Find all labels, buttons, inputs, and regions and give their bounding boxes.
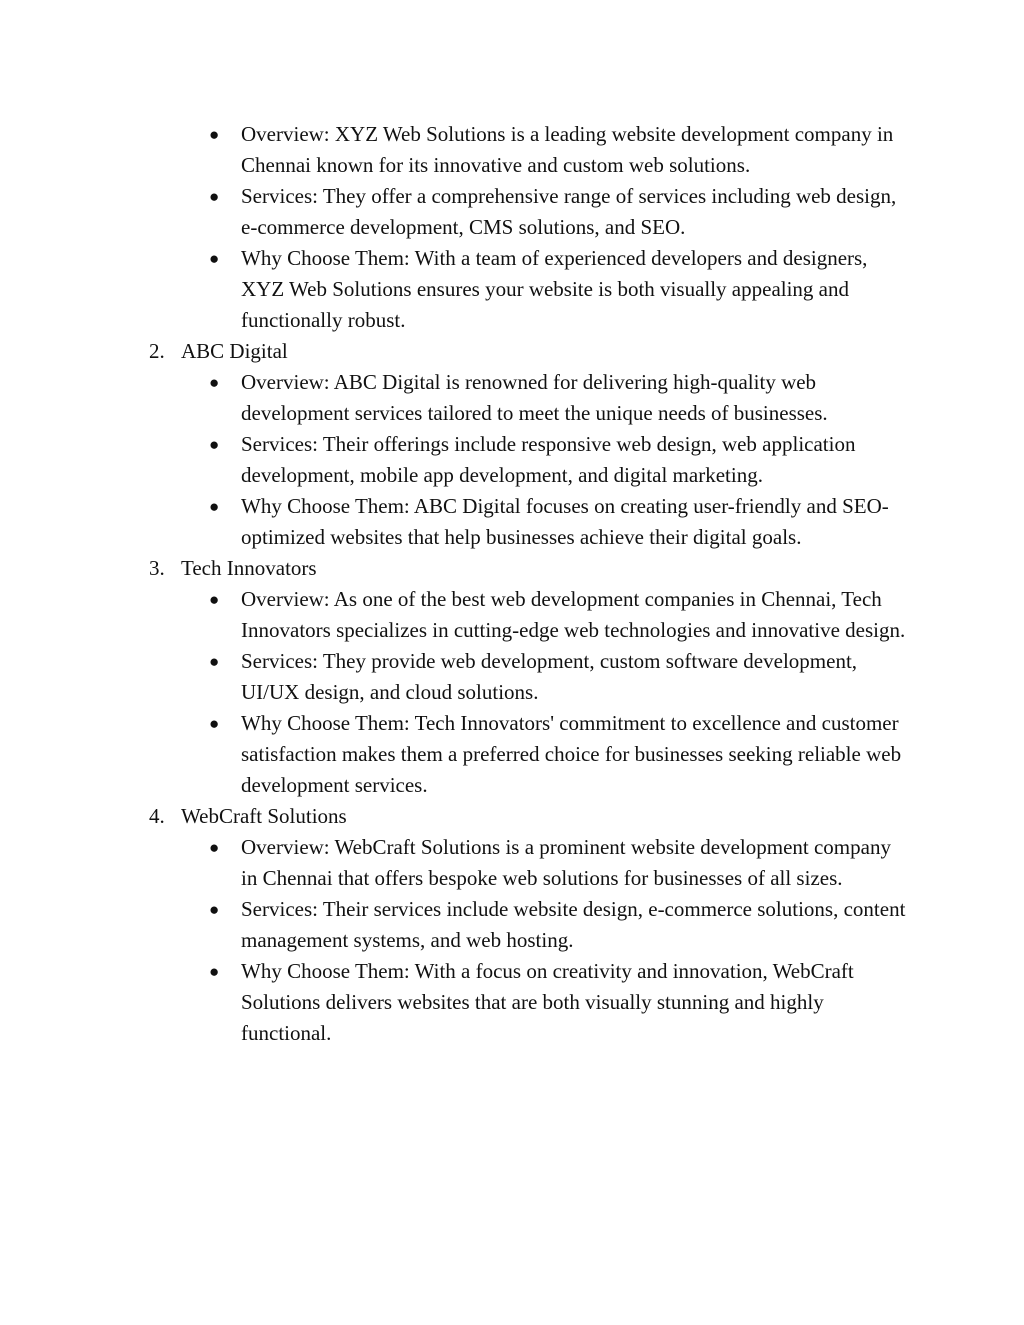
- list-number: 4.: [149, 804, 165, 828]
- bullet-text: Overview: XYZ Web Solutions is a leading website development company in Chennai known for its innovative and custom web solutions.: [241, 122, 894, 177]
- bullet-services-webcraft: [0, 894, 1024, 956]
- bullet-text: Why Choose Them: ABC Digital focuses on creating user-friendly and SEO-optimized websites that help businesses achieve their digital goals.: [241, 494, 889, 549]
- bullet-text: Overview: As one of the best web development companies in Chennai, Tech Innovators specializes in cutting-edge web technologies and innovative design.: [241, 587, 906, 642]
- bullet-text: Services: Their services include website design, e-commerce solutions, content management systems, and web hosting.: [241, 897, 906, 952]
- bullet-text: Services: Their offerings include responsive web design, web application development, mobile app development, and digital marketing.: [241, 432, 856, 487]
- bullet-services-tech: [0, 646, 1024, 708]
- bullet-icon: ●: [209, 652, 220, 671]
- bullet-overview-xyz: [0, 119, 1024, 181]
- bullet-text: Overview: ABC Digital is renowned for delivering high-quality web development services tailored to meet the unique needs of businesses.: [241, 370, 828, 425]
- bullet-icon: ●: [209, 125, 220, 144]
- bullet-icon: ●: [209, 187, 220, 206]
- document-page: [0, 119, 1024, 1049]
- bullet-icon: ●: [209, 900, 220, 919]
- bullet-why-abc: [0, 491, 1024, 553]
- company-name: WebCraft Solutions: [181, 804, 347, 828]
- bullet-icon: ●: [209, 435, 220, 454]
- company-name: Tech Innovators: [181, 556, 317, 580]
- bullet-services-xyz: [0, 181, 1024, 243]
- bullet-text: Services: They offer a comprehensive range of services including web design, e-commerce development, CMS solutions, and SEO.: [241, 184, 897, 239]
- bullet-why-webcraft: [0, 956, 1024, 1049]
- company-heading-tech-innovators: [0, 553, 1024, 584]
- company-heading-abc-digital: [0, 336, 1024, 367]
- bullet-icon: ●: [209, 497, 220, 516]
- bullet-text: Why Choose Them: With a focus on creativity and innovation, WebCraft Solutions delivers websites that are both visually stunning and highly functional.: [241, 959, 854, 1045]
- bullet-text: Overview: WebCraft Solutions is a prominent website development company in Chennai that offers bespoke web solutions for businesses of all sizes.: [241, 835, 891, 890]
- bullet-icon: ●: [209, 590, 220, 609]
- bullet-overview-tech: [0, 584, 1024, 646]
- bullet-icon: ●: [209, 962, 220, 981]
- bullet-text: Services: They provide web development, custom software development, UI/UX design, and cloud solutions.: [241, 649, 858, 704]
- bullet-overview-abc: [0, 367, 1024, 429]
- bullet-text: Why Choose Them: With a team of experienced developers and designers, XYZ Web Solutions ensures your website is both visually appealing and functionally robust.: [241, 246, 868, 332]
- bullet-overview-webcraft: [0, 832, 1024, 894]
- bullet-why-xyz: [0, 243, 1024, 336]
- list-number: 2.: [149, 339, 165, 363]
- company-name: ABC Digital: [181, 339, 288, 363]
- bullet-text: Why Choose Them: Tech Innovators' commitment to excellence and customer satisfaction makes them a preferred choice for businesses seeking reliable web development services.: [241, 711, 902, 797]
- company-heading-webcraft: [0, 801, 1024, 832]
- bullet-icon: ●: [209, 249, 220, 268]
- bullet-icon: ●: [209, 838, 220, 857]
- bullet-services-abc: [0, 429, 1024, 491]
- bullet-why-tech: [0, 708, 1024, 801]
- bullet-icon: ●: [209, 373, 220, 392]
- list-number: 3.: [149, 556, 165, 580]
- bullet-icon: ●: [209, 714, 220, 733]
